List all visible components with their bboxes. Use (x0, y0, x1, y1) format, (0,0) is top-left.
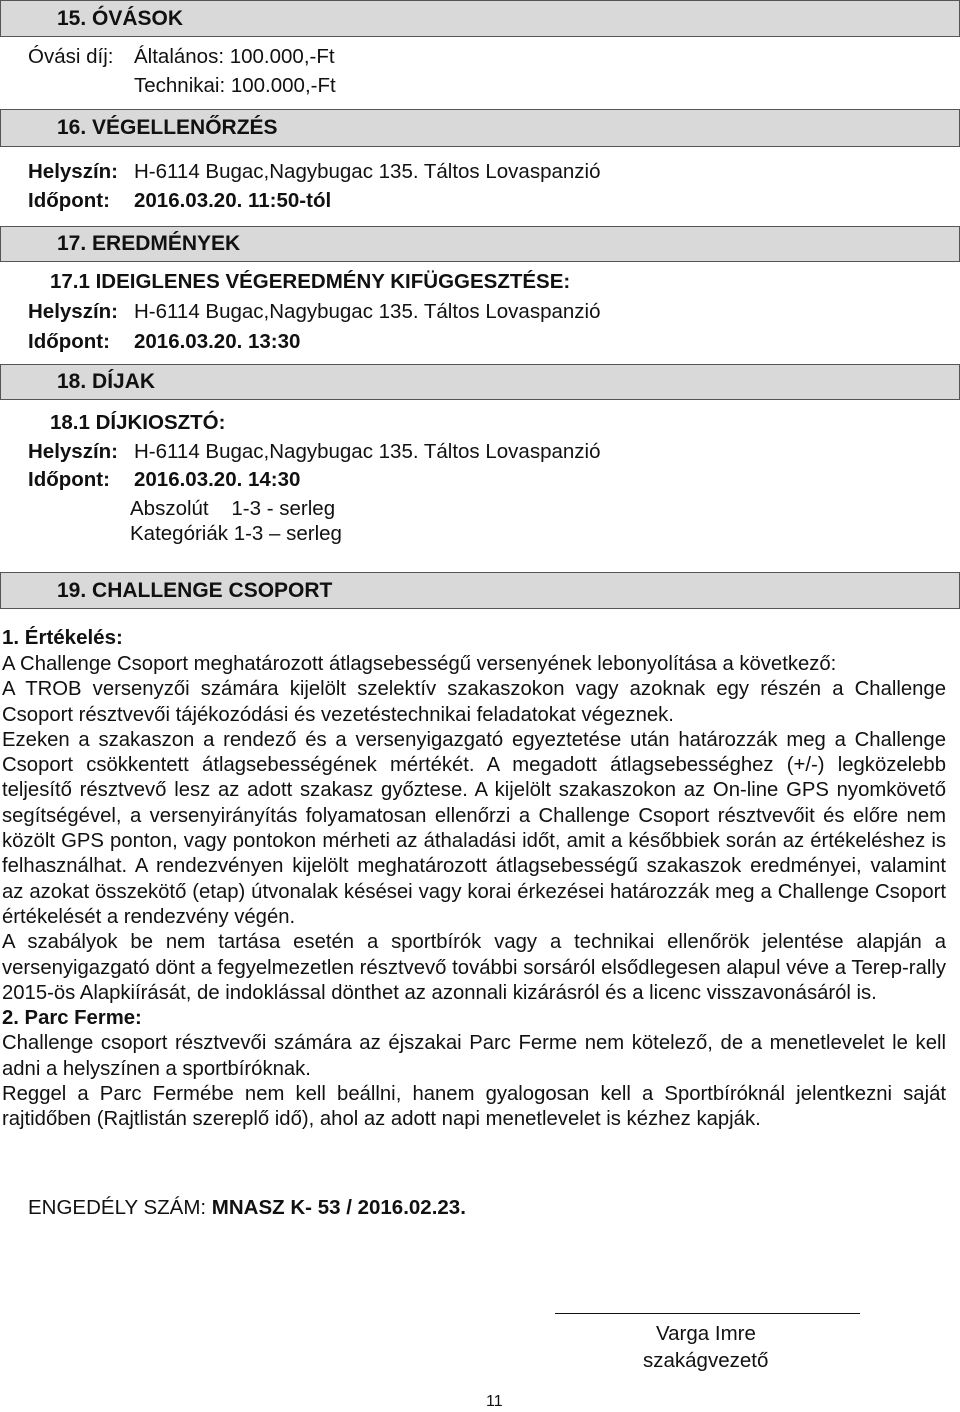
section-15-header (0, 0, 960, 37)
section-16-header (0, 109, 960, 147)
evaluation-heading: 1. Értékelés: (2, 626, 123, 649)
section-17-header (0, 226, 960, 262)
objection-fee-technical: Technikai: 100.000,-Ft (134, 74, 336, 97)
time-value: 2016.03.20. 13:30 (134, 330, 301, 353)
time-value: 2016.03.20. 11:50-tól (134, 189, 332, 212)
time-value: 2016.03.20. 14:30 (134, 468, 301, 491)
signature-line (555, 1313, 860, 1314)
location-value: H-6114 Bugac,Nagybugac 135. Táltos Lovaspanzió (134, 300, 601, 323)
time-label: Időpont: (28, 468, 110, 491)
time-label: Időpont: (28, 189, 110, 212)
time-label: Időpont: (28, 330, 110, 353)
location-label: Helyszín: (28, 300, 118, 323)
page-number: 11 (486, 1393, 503, 1410)
section-19-header (0, 572, 960, 609)
paragraph: A TROB versenyzői számára kijelölt szelektív szakaszokon vagy azoknak egy részén a Challenge Csoport résztvevői tájékozódási és vezetéstechnikai feladatokat végeznek. (2, 678, 946, 726)
paragraph: Challenge csoport résztvevői számára az éjszakai Parc Ferme nem kötelező, de a menetlevelet le kell adni a helyszínen a sportbíróknak. (2, 1032, 946, 1080)
signatory-role: szakágvezető (643, 1349, 769, 1372)
prize-categories: Kategóriák 1-3 – serleg (130, 522, 342, 545)
location-value: H-6114 Bugac,Nagybugac 135. Táltos Lovaspanzió (134, 160, 601, 183)
section-18-title: 18. DÍJAK (57, 370, 156, 393)
section-17-title: 17. EREDMÉNYEK (57, 232, 241, 255)
section-19-title: 19. CHALLENGE CSOPORT (57, 579, 333, 602)
paragraph: Ezeken a szakaszon a rendező és a versenyigazgató egyeztetése után határozzák meg a Challenge Csoport csökkentett átlagsebességének mértékét. A megadott átlagsebességhez (+/-) legközelebb teljesítő résztvevő lesz az adott szakasz győztese. A kijelölt szakaszokon az On-line GPS nyomkövető segítségével, a versenyirányítás folyamatosan ellenőrzi a Challenge Csoport résztvevőit és előre nem közölt GPS ponton, vagy pontokon mérheti az áthaladási időt, amit a későbbiek során az értékeléshez is felhasználhat. A rendezvényen kijelölt meghatározott átlagsebességű szakaszok eredményei, valamint az azokat összekötő (etap) útvonalak késései vagy korai érkezései határozzák meg a Challenge Csoport értékelését a rendezvény végén. (2, 728, 946, 928)
parc-ferme-heading: 2. Parc Ferme: (2, 1007, 142, 1030)
location-label: Helyszín: (28, 160, 118, 183)
objection-fee-general: Általános: 100.000,-Ft (134, 45, 335, 68)
paragraph: A Challenge Csoport meghatározott átlagsebességű versenyének lebonyolítása a következő: (2, 653, 837, 675)
location-label: Helyszín: (28, 440, 118, 463)
permit-label: ENGEDÉLY SZÁM: (28, 1196, 207, 1219)
paragraph: Reggel a Parc Fermébe nem kell beállni, hanem gyalogosan kell a Sportbíróknál jelentkezni saját rajtidőben (Rajtlistán szereplő idő), ahol az adott napi menetlevelet is kézhez kapják. (2, 1083, 946, 1131)
prize-absolute: Abszolút 1-3 - serleg (130, 497, 336, 520)
subsection-18-1-title: 18.1 DÍJKIOSZTÓ: (50, 411, 226, 434)
objection-fee-label: Óvási díj: (28, 45, 114, 68)
location-value: H-6114 Bugac,Nagybugac 135. Táltos Lovaspanzió (134, 440, 601, 463)
subsection-17-1-title: 17.1 IDEIGLENES VÉGEREDMÉNY KIFÜGGESZTÉSE: (50, 270, 571, 293)
permit-line (28, 1196, 466, 1220)
section-16-title: 16. VÉGELLENŐRZÉS (57, 116, 278, 139)
permit-number: MNASZ K- 53 / 2016.02.23. (211, 1196, 466, 1219)
challenge-body (2, 652, 946, 1133)
section-15-title: 15. ÓVÁSOK (57, 7, 184, 30)
section-18-header (0, 364, 960, 400)
signatory-name: Varga Imre (656, 1322, 756, 1345)
paragraph: A szabályok be nem tartása esetén a sportbírók vagy a technikai ellenőrök jelentése alapján a versenyigazgató dönt a fegyelmezetlen résztvevő további sorsáról elsődlegesen alapul véve a Terep-rally 2015-ös Alapkiírását, de indoklással dönthet az azonnali kizárásról és a licenc visszavonásáról is. (2, 931, 946, 1004)
